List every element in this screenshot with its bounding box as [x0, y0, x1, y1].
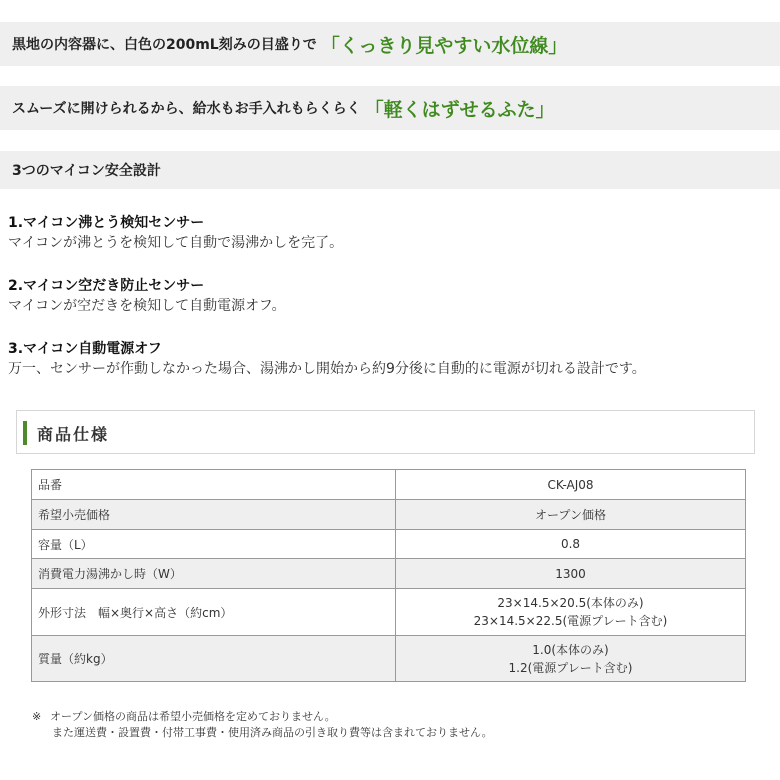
spec-label: 希望小売価格 [32, 500, 396, 530]
banner-lid [0, 86, 780, 130]
spec-value: 1300 [396, 559, 746, 589]
table-row [32, 470, 746, 500]
feature-desc: 万一、センサーが作動しなかった場合、湯沸かし開始から約9分後に自動的に電源が切れる設計です。 [8, 361, 646, 377]
spec-value: 1.0(本体のみ) 1.2(電源プレート含む) [396, 636, 746, 682]
spec-title: 商品仕様 [37, 425, 110, 444]
table-row [32, 589, 746, 636]
banner-lead: 黒地の内容器に、白色の200mL刻みの目盛りで [12, 37, 317, 53]
feature-title: 3.マイコン自動電源オフ [8, 341, 162, 357]
spec-label: 消費電力湯沸かし時（W） [32, 559, 396, 589]
banner-highlight: 「軽くはずせるふた」 [364, 98, 555, 121]
spec-label: 質量（約kg） [32, 636, 396, 682]
spec-value: オープン価格 [396, 500, 746, 530]
spec-value: 23×14.5×20.5(本体のみ) 23×14.5×22.5(電源プレート含む) [396, 589, 746, 636]
spec-value: 0.8 [396, 530, 746, 559]
spec-table [31, 469, 746, 682]
table-row [32, 500, 746, 530]
footnotes [32, 709, 493, 741]
table-row [32, 636, 746, 682]
spec-value: CK-AJ08 [396, 470, 746, 500]
feature-title: 1.マイコン沸とう検知センサー [8, 215, 205, 231]
safety-heading: 3つのマイコン安全設計 [12, 163, 161, 179]
feature-desc: マイコンが空だきを検知して自動電源オフ。 [8, 298, 286, 314]
feature-item [8, 339, 778, 379]
feature-title: 2.マイコン空だき防止センサー [8, 278, 205, 294]
safety-heading-band [0, 151, 780, 189]
banner-highlight: 「くっきり見やすい水位線」 [320, 34, 568, 57]
note-mark: ※ [32, 710, 42, 723]
table-row [32, 559, 746, 589]
feature-item [8, 276, 778, 316]
spec-label: 品番 [32, 470, 396, 500]
banner-lead: スムーズに開けられるから、給水もお手入れもらくらく [12, 101, 361, 117]
table-row [32, 530, 746, 559]
spec-accent-bar [23, 421, 27, 445]
banner-water-level [0, 22, 780, 66]
feature-item [8, 213, 778, 253]
footnote-line: ※ オープン価格の商品は希望小売価格を定めておりません。 [32, 710, 336, 723]
spec-label: 容量（L） [32, 530, 396, 559]
spec-label: 外形寸法 幅×奥行×高さ（約cm） [32, 589, 396, 636]
feature-desc: マイコンが沸とうを検知して自動で湯沸かしを完了。 [8, 235, 344, 251]
footnote-line: また運送費・設置費・付帯工事費・使用済み商品の引き取り費等は含まれておりません。 [52, 726, 493, 739]
spec-section-header [16, 410, 755, 454]
